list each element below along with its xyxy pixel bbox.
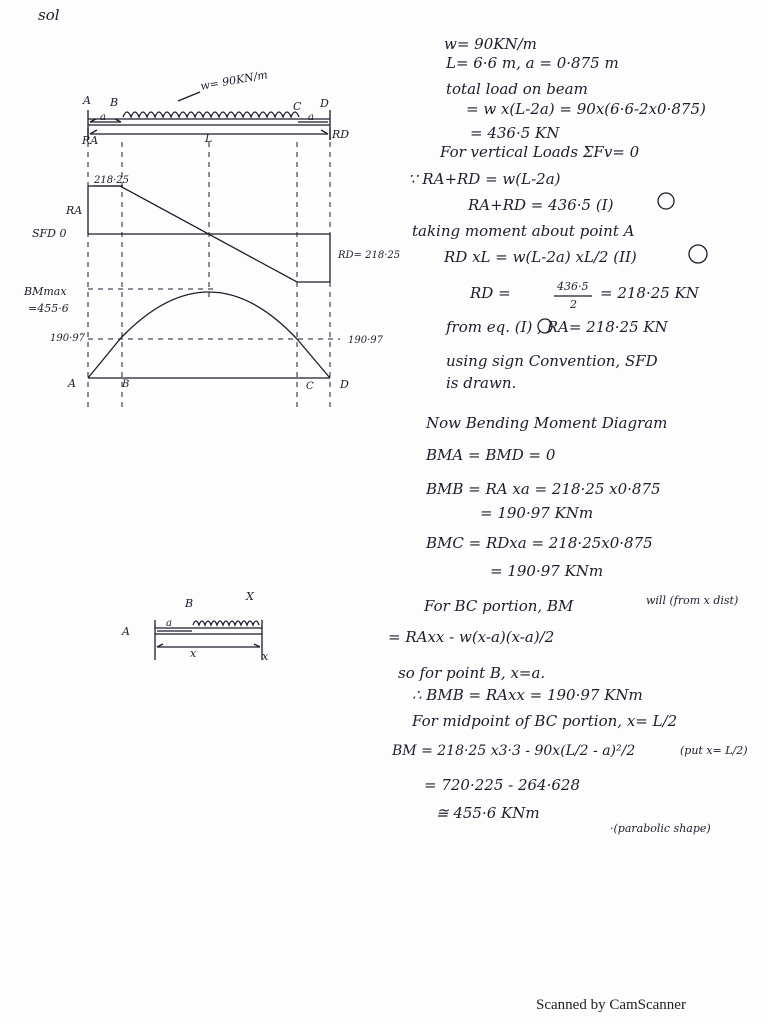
sign-convention-1: using sign Convention, SFD	[446, 352, 658, 370]
bc-note: will (from x dist)	[646, 594, 739, 607]
rd-rhs: = 218·25 KN	[600, 284, 699, 302]
bc-equation: = RAxx - w(x-a)(x-a)/2	[388, 628, 555, 646]
load-label: w= 90KN/m	[199, 68, 269, 93]
bc-shape: ·(parabolic shape)	[610, 822, 711, 835]
solution-label: sol	[38, 6, 60, 24]
total-load-value: = 436·5 KN	[470, 124, 560, 142]
bmd-line-5: = 190·97 KNm	[490, 562, 604, 580]
label-B-top: B	[110, 96, 119, 109]
rd-frac-num: 436·5	[557, 280, 589, 293]
equilibrium-eq2: RA+RD = 436·5 (I)	[468, 196, 614, 214]
bc-point-b: so for point B, x=a.	[398, 664, 546, 682]
small-label-a: a	[166, 618, 172, 629]
sfd-rd-value: RD= 218·25	[338, 250, 401, 261]
small-label-B: B	[185, 597, 194, 610]
moment-title: taking moment about point A	[412, 222, 635, 240]
bmd-line-2: BMB = RA xa = 218·25 x0·875	[426, 480, 661, 498]
dim-L-label: L	[205, 132, 213, 145]
bc-bm-b: ∴ BMB = RAxx = 190·97 KNm	[412, 686, 643, 704]
dim-a-right-label: a	[308, 112, 314, 123]
reaction-RD-label: RD	[332, 128, 350, 141]
bmd-title: Now Bending Moment Diagram	[426, 414, 668, 432]
bm-right-value: 190·97	[348, 335, 383, 346]
total-load-title: total load on beam	[446, 80, 588, 98]
scanner-footer: Scanned by CamScanner	[536, 997, 686, 1013]
sfd-RA-label: RA	[66, 204, 83, 217]
reaction-RA-label: RA	[82, 134, 99, 147]
rd-frac-den: 2	[570, 298, 577, 311]
bc-result-1: = 720·225 - 264·628	[424, 776, 580, 794]
label-C-bottom: C	[306, 381, 314, 392]
label-C-top: C	[293, 100, 302, 113]
bc-midpoint: For midpoint of BC portion, x= L/2	[412, 712, 678, 730]
load-label-leader	[178, 92, 200, 101]
circle-I	[658, 193, 674, 209]
label-A-top: A	[83, 94, 91, 107]
bmd-line-1: BMA = BMD = 0	[426, 446, 556, 464]
bm-max-value: =455·6	[28, 302, 69, 315]
small-label-x2: x	[262, 650, 269, 663]
given-w: w= 90KN/m	[444, 35, 537, 53]
dim-a-label: a	[100, 112, 106, 123]
sfd-label: SFD 0	[32, 227, 67, 240]
bm-max-label: BMmax	[24, 285, 67, 298]
bmd-line-3: = 190·97 KNm	[480, 504, 594, 522]
sfd-max-value: 218·25	[94, 175, 129, 186]
small-label-X: X	[246, 590, 254, 603]
bc-title: For BC portion, BM	[424, 597, 574, 615]
equilibrium-eq1: ∵ RA+RD = w(L-2a)	[408, 170, 561, 188]
label-D-top: D	[320, 97, 329, 110]
circle-II	[689, 245, 707, 263]
small-load	[193, 621, 259, 625]
total-load-expr: = w x(L-2a) = 90x(6·6-2x0·875)	[466, 100, 706, 118]
label-D-bottom: D	[340, 378, 349, 391]
bm-left-value: 190·97	[50, 333, 85, 344]
small-label-x: x	[190, 647, 197, 660]
distributed-load	[123, 112, 299, 117]
moment-eq: RD xL = w(L-2a) xL/2 (II)	[444, 248, 637, 266]
bmd-curve	[88, 292, 330, 378]
given-L-a: L= 6·6 m, a = 0·875 m	[446, 54, 619, 72]
rd-lhs: RD =	[470, 284, 511, 302]
bc-bm-eq: BM = 218·25 x3·3 - 90x(L/2 - a)²/2	[392, 743, 636, 759]
bc-result-2: ≅ 455·6 KNm	[436, 804, 540, 822]
bmd-line-4: BMC = RDxa = 218·25x0·875	[426, 534, 653, 552]
label-A-bottom: A	[68, 377, 76, 390]
vertical-loads-title: For vertical Loads ΣFv= 0	[440, 143, 640, 161]
label-B-bottom: B	[122, 379, 130, 390]
ra-result: from eq. (I) , RA= 218·25 KN	[446, 318, 668, 336]
bc-put: (put x= L/2)	[680, 744, 748, 757]
sign-convention-2: is drawn.	[446, 374, 517, 392]
small-label-A: A	[122, 625, 130, 638]
